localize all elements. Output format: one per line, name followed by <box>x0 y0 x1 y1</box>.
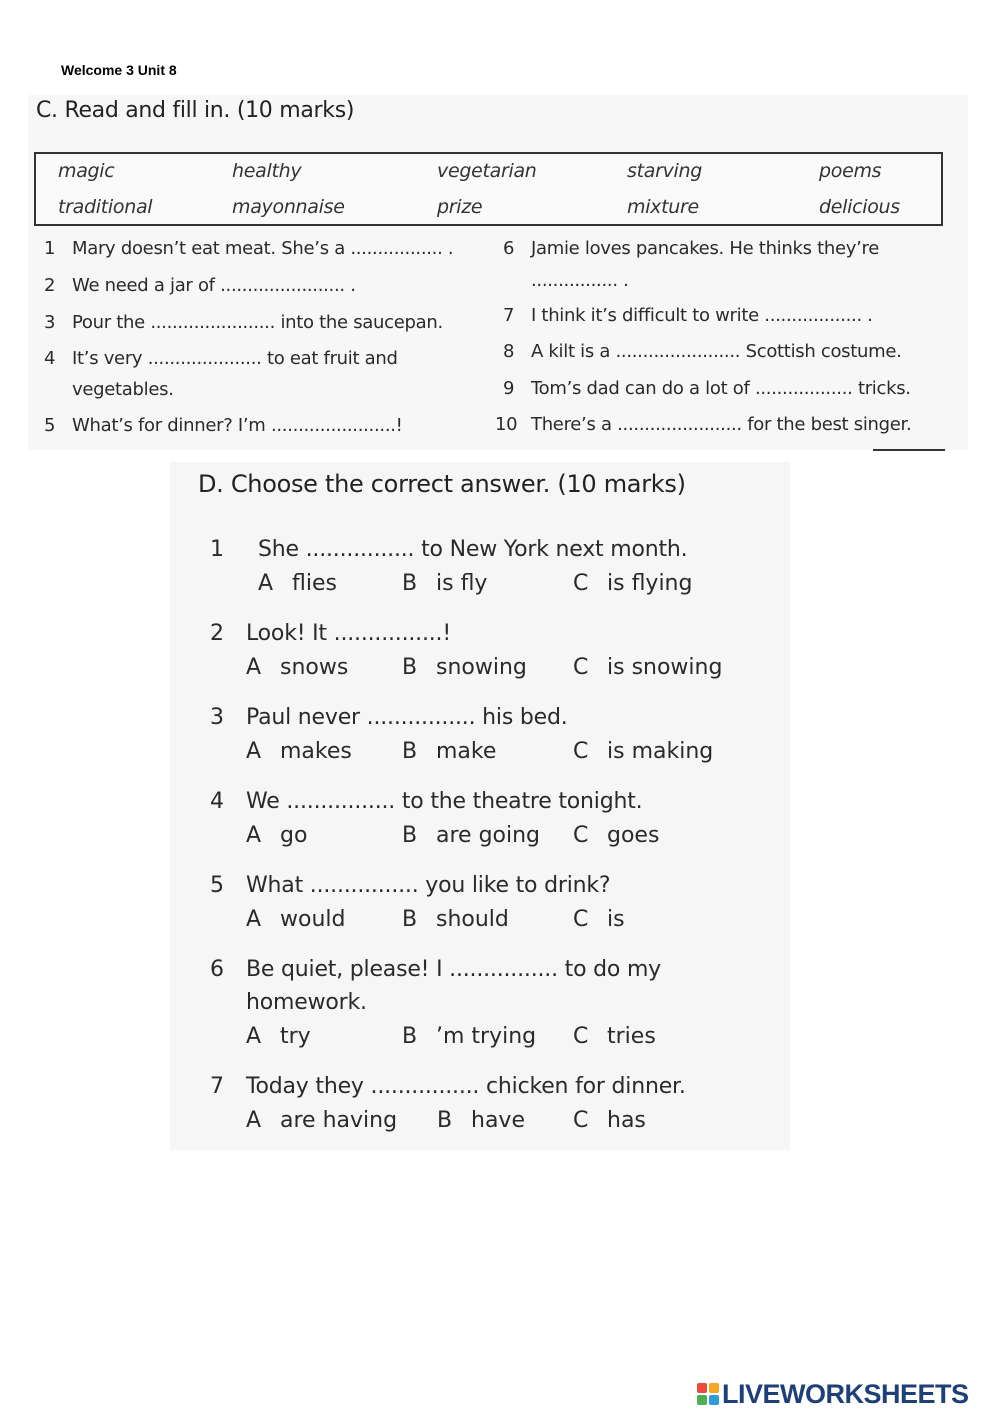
answer-option[interactable] <box>402 571 487 596</box>
item-text: What’s for dinner? I’m .......................! <box>72 415 403 436</box>
answer-option[interactable] <box>246 1024 311 1049</box>
option-letter: B <box>402 907 418 932</box>
item-number: 3 <box>44 312 56 333</box>
option-letter: C <box>573 571 589 596</box>
question-text: Be quiet, please! I ................ to do my <box>246 957 662 982</box>
option-text: is <box>607 907 625 932</box>
word-bank-item: prize <box>437 196 483 218</box>
option-letter: C <box>573 907 589 932</box>
question-text: Look! It ................! <box>246 621 451 646</box>
question-text-continuation: homework. <box>246 990 367 1015</box>
word-bank-item: magic <box>58 160 115 182</box>
item-text: I think it’s difficult to write .................. . <box>531 305 873 326</box>
word-bank-item: mixture <box>627 196 699 218</box>
answer-option[interactable] <box>437 1108 525 1133</box>
option-text: is snowing <box>607 655 723 680</box>
word-bank-item: vegetarian <box>437 160 537 182</box>
fill-in-item <box>495 414 911 435</box>
answer-option[interactable] <box>573 655 722 680</box>
option-letter: A <box>246 907 262 932</box>
item-text: We need a jar of ....................... . <box>72 275 356 296</box>
item-number: 1 <box>44 238 56 259</box>
option-text: tries <box>607 1024 656 1049</box>
question-number: 4 <box>210 789 224 814</box>
fill-in-item <box>503 341 902 362</box>
option-text: try <box>280 1024 311 1049</box>
option-text: would <box>280 907 346 932</box>
answer-option[interactable] <box>573 823 659 848</box>
option-text: have <box>471 1108 525 1133</box>
option-text: snows <box>280 655 349 680</box>
liveworksheets-logo[interactable] <box>697 1378 969 1410</box>
option-text: is fly <box>436 571 488 596</box>
option-letter: A <box>246 823 262 848</box>
answer-option[interactable] <box>573 1108 646 1133</box>
item-number: 9 <box>503 378 515 399</box>
answer-option[interactable] <box>573 1024 656 1049</box>
fill-in-item <box>503 238 879 259</box>
answer-option[interactable] <box>402 655 527 680</box>
item-number: 4 <box>44 348 56 369</box>
word-bank-item: starving <box>627 160 703 182</box>
option-letter: A <box>258 571 274 596</box>
fill-in-item <box>44 415 403 436</box>
answer-option[interactable] <box>402 907 509 932</box>
option-letter: B <box>402 823 418 848</box>
answer-option[interactable] <box>246 823 307 848</box>
answer-option[interactable] <box>246 655 348 680</box>
option-text: is flying <box>607 571 693 596</box>
question-number: 2 <box>210 621 224 646</box>
option-letter: B <box>402 1024 418 1049</box>
item-text: There’s a ....................... for the best singer. <box>531 414 912 435</box>
section-c-heading: C. Read and fill in. (10 marks) <box>36 98 355 123</box>
question-number: 6 <box>210 957 224 982</box>
item-text: Pour the ....................... into the saucepan. <box>72 312 443 333</box>
item-number: 2 <box>44 275 56 296</box>
option-text: go <box>280 823 308 848</box>
logo-text: LIVEWORKSHEETS <box>722 1378 969 1409</box>
answer-option[interactable] <box>246 907 345 932</box>
question-text: Paul never ................ his bed. <box>246 705 568 730</box>
option-text: should <box>436 907 509 932</box>
option-text: are going <box>436 823 541 848</box>
answer-option[interactable] <box>573 571 692 596</box>
item-text: A kilt is a ....................... Scottish costume. <box>531 341 902 362</box>
word-bank-item: delicious <box>819 196 900 218</box>
fill-in-item-continuation: ................ . <box>531 270 629 291</box>
divider-mark <box>873 449 945 451</box>
item-number: 8 <box>503 341 515 362</box>
item-number: 10 <box>495 414 518 435</box>
option-letter: C <box>573 823 589 848</box>
option-text: are having <box>280 1108 398 1133</box>
option-text: has <box>607 1108 646 1133</box>
fill-in-item <box>44 348 398 369</box>
word-bank-item: poems <box>819 160 882 182</box>
fill-in-item <box>44 275 356 296</box>
item-text: Jamie loves pancakes. He thinks they’re <box>531 238 880 259</box>
option-letter: C <box>573 1024 589 1049</box>
answer-option[interactable] <box>246 739 352 764</box>
item-number: 7 <box>503 305 515 326</box>
answer-option[interactable] <box>573 907 625 932</box>
fill-in-item <box>44 238 453 259</box>
logo-square <box>697 1383 707 1393</box>
question-text: Today they ................ chicken for dinner. <box>246 1074 686 1099</box>
option-letter: B <box>437 1108 453 1133</box>
option-letter: C <box>573 655 589 680</box>
option-letter: B <box>402 571 418 596</box>
word-bank-item: traditional <box>58 196 153 218</box>
option-letter: A <box>246 655 262 680</box>
item-text: It’s very ..................... to eat fruit and <box>72 348 398 369</box>
option-letter: A <box>246 1108 262 1133</box>
question-number: 7 <box>210 1074 224 1099</box>
fill-in-item-continuation: vegetables. <box>72 379 174 400</box>
answer-option[interactable] <box>402 739 496 764</box>
logo-square <box>697 1395 707 1405</box>
fill-in-item <box>503 378 911 399</box>
item-text: Tom’s dad can do a lot of .................. tricks. <box>531 378 911 399</box>
option-letter: A <box>246 1024 262 1049</box>
fill-in-item <box>44 312 443 333</box>
item-number: 5 <box>44 415 56 436</box>
question-number: 1 <box>210 537 224 562</box>
answer-option[interactable] <box>573 739 713 764</box>
item-text: Mary doesn’t eat meat. She’s a ................. . <box>72 238 454 259</box>
option-letter: C <box>573 739 589 764</box>
option-text: make <box>436 739 497 764</box>
answer-option[interactable] <box>402 1024 536 1049</box>
option-text: snowing <box>436 655 527 680</box>
logo-grid-icon <box>697 1383 719 1405</box>
section-d-heading: D. Choose the correct answer. (10 marks) <box>198 470 686 498</box>
fill-in-item <box>503 305 873 326</box>
option-text: makes <box>280 739 352 764</box>
logo-square <box>709 1395 719 1405</box>
answer-option[interactable] <box>258 571 337 596</box>
option-letter: B <box>402 655 418 680</box>
word-bank-item: mayonnaise <box>232 196 345 218</box>
option-text: flies <box>292 571 337 596</box>
question-text: We ................ to the theatre tonight. <box>246 789 643 814</box>
option-text: ’m trying <box>436 1024 537 1049</box>
option-letter: A <box>246 739 262 764</box>
question-text: She ................ to New York next month. <box>258 537 688 562</box>
answer-option[interactable] <box>402 823 540 848</box>
question-number: 3 <box>210 705 224 730</box>
word-bank-item: healthy <box>232 160 302 182</box>
logo-square <box>709 1383 719 1393</box>
item-number: 6 <box>503 238 515 259</box>
option-letter: C <box>573 1108 589 1133</box>
question-text: What ................ you like to drink? <box>246 873 611 898</box>
option-letter: B <box>402 739 418 764</box>
option-text: is making <box>607 739 714 764</box>
answer-option[interactable] <box>246 1108 397 1133</box>
question-number: 5 <box>210 873 224 898</box>
option-text: goes <box>607 823 660 848</box>
page-title: Welcome 3 Unit 8 <box>61 62 177 78</box>
